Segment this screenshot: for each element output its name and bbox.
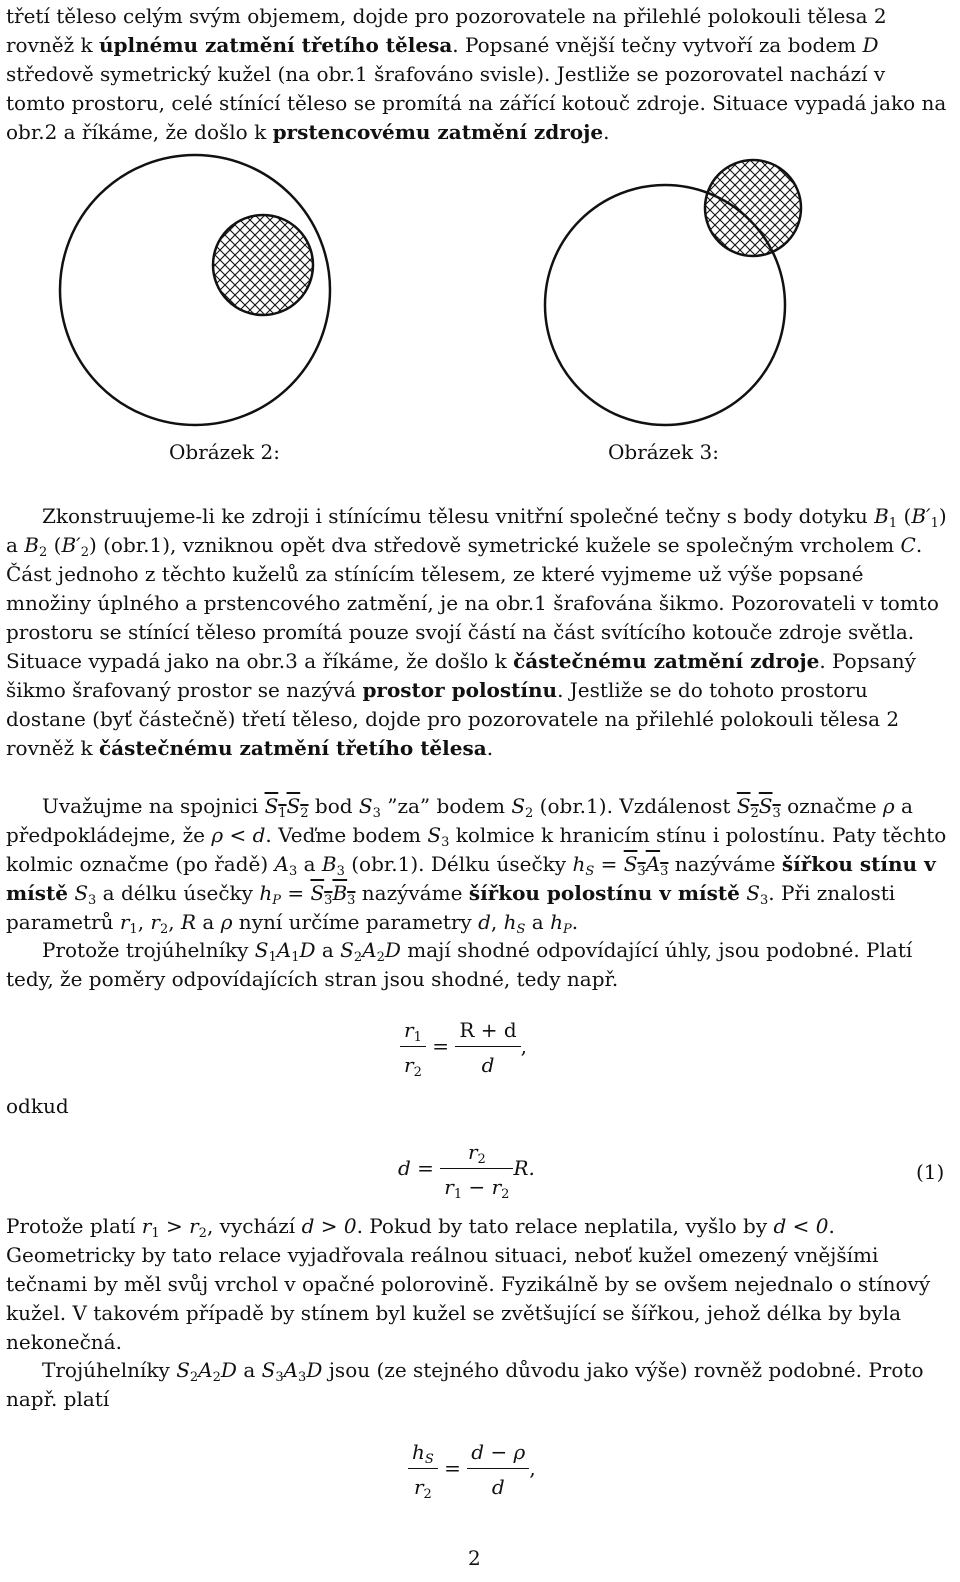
paragraph-3: Uvažujme na spojnici $S_1S_2$ bod $S_3$ ”za” bodem $S_2$ (obr.1). Vzdálenost $S_2S_3$ označme ρ a předpokládejme, že ρ < d. Veďme bodem $S_3$ kolmice k hranicím stínu i polostínu. Paty těchto kolmic označme (po řadě) $A_3$ a $B_3$ (obr.1). Délku úsečky $h_S = S_3A_3$ nazýváme šířkou stínu v místě $S_3$ a délku úsečky $h_P = S_3B_3$ nazýváme šířkou polostínu v místě $S_3$. Při znalosti parametrů $r_1$, $r_2$, R a ρ nyní určíme parametry d, $h_S$ a $h_P$. (6, 794, 947, 937)
term-full-eclipse-third-body: úplnému zatmění třetího tělesa (99, 33, 453, 57)
figure-3-partial-eclipse (510, 150, 840, 440)
figure-2-annular-eclipse (30, 150, 390, 440)
figure-3-caption: Obrázek 3: (608, 440, 719, 464)
term-partial-eclipse-third-body: částečnému zatmění třetího tělesa (99, 736, 487, 760)
paragraph-4: Protože trojúhelníky $S_1A_1D$ a $S_2A_2D$ mají shodné odpovídající úhly, jsou podobné. Platí tedy, že poměry odpovídajících stran jsou shodné, tedy např. (6, 938, 913, 991)
term-partial-eclipse-source: částečnému zatmění zdroje (513, 649, 820, 673)
term-penumbra-space: prostor polostínu (362, 678, 558, 702)
page-number: 2 (468, 1546, 481, 1570)
figure-2-caption: Obrázek 2: (169, 440, 280, 464)
fraction-hs-r2: $\frac{h_S}{r_2}$ (408, 1440, 438, 1499)
shading-body-disk (213, 215, 313, 315)
fraction-r1-r2: $\frac{r_1}{r_2}$ (400, 1018, 426, 1077)
equation-1: d = $\frac{r_2}{r_1 - r_2}$ R. (398, 1140, 535, 1202)
term-shadow-width: šířkou stínu v místě (6, 852, 936, 905)
equation-ratio: $\frac{r_1}{r_2}$ = $\frac{R + d}{d}$ , (400, 1018, 527, 1077)
term-penumbra-width: šířkou polostínu v místě (468, 881, 740, 905)
term-annular-eclipse: prstencovému zatmění zdroje (272, 120, 604, 144)
equation-number: (1) (916, 1160, 945, 1184)
equation-shadow-width: $\frac{h_S}{r_2}$ = $\frac{d - \rho}{d}$ , (408, 1440, 536, 1499)
fraction-R-plus-d: $\frac{R + d}{d}$ (455, 1018, 520, 1077)
paragraph-2: Zkonstruujeme-li ke zdroji i stínícímu tělesu vnitřní společné tečny s body dotyku $B_1$ $(B'_1)$ a $B_2$ $(B'_2)$ (obr.1), vzniknou opět dva středově symetrické kužele se společným vrcholem C. Část jednoho z těchto kuželů za stínícím tělesem, ze které vyjmeme už výše popsané množiny úplného a prstencového zatmění, je na obr.1 šrafována šikmo. Pozorovateli v tomto prostoru se stínící těleso promítá pouze svojí částí na část svítícího kotouče zdroje světla. Situace vypadá jako na obr.3 a říkáme, že došlo k částečnému zatmění zdroje. Popsaný šikmo šrafovaný prostor se nazývá prostor polostínu. Jestliže se do tohoto prostoru dostane (byť částečně) třetí těleso, dojde pro pozorovatele na přilehlé polokouli tělesa 2 rovněž k částečnému zatmění třetího tělesa. (6, 504, 947, 760)
text-odkud: odkud (6, 1094, 69, 1118)
paragraph-1: třetí těleso celým svým objemem, dojde pro pozorovatele na přilehlé polokouli tělesa 2 rovněž k úplnému zatmění třetího tělesa. Popsané vnější tečny vytvoří za bodem D středově symetrický kužel (na obr.1 šrafováno svisle). Jestliže se pozorovatel nachází v tomto prostoru, celé stínící těleso se promítá na zářící kotouč zdroje. Situace vypadá jako na obr.2 a říkáme, že došlo k prstencovému zatmění zdroje. (6, 4, 947, 144)
fraction-d-minus-rho: $\frac{d - \rho}{d}$ (467, 1440, 529, 1499)
paragraph-6: Trojúhelníky $S_2A_2D$ a $S_3A_3D$ jsou (ze stejného důvodu jako výše) rovněž podobné. Proto např. platí (6, 1358, 924, 1411)
paragraph-5: Protože platí $r_1 > r_2$, vychází d > 0. Pokud by tato relace neplatila, vyšlo by d < 0. Geometricky by tato relace vyjadřovala reálnou situaci, neboť kužel omezený vnějšími tečnami by měl svůj vrchol v opačné polorovině. Fyzikálně by se ovšem nejednalo o stínový kužel. V takovém případě by stínem byl kužel se zvětšující se šířkou, jehož délka by byla nekonečná. (6, 1214, 931, 1354)
shading-body-disk (705, 160, 801, 256)
fraction-r2-over-diff: $\frac{r_2}{r_1 - r_2}$ (440, 1140, 513, 1199)
